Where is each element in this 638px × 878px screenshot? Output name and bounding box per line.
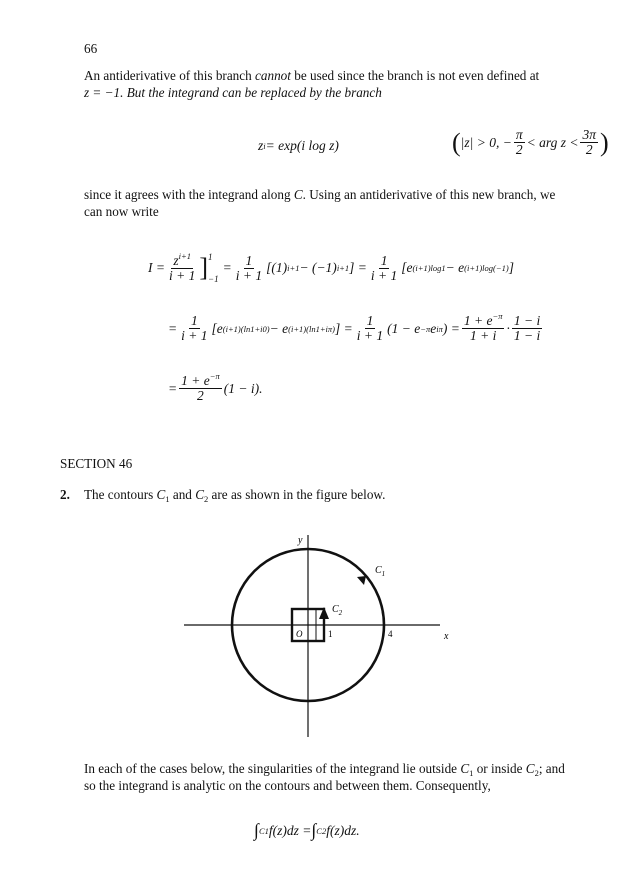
eq3-frac: $\frac{1 + e^{-\pi}}{2}$ xyxy=(181,371,220,403)
eq2-frac-1: $\frac{1}{i + 1}$ xyxy=(181,313,208,343)
eq3-equals: = xyxy=(168,380,178,396)
eq1-term-3: ] = xyxy=(349,260,367,275)
para2-text-a: since it agrees with the integrand along xyxy=(84,187,294,202)
item-c1: C xyxy=(156,487,166,502)
eq1-term-4: [e xyxy=(401,260,413,275)
label-x: x xyxy=(444,631,449,642)
para3-c1: C xyxy=(460,761,470,776)
branch-cond-b: < arg z < xyxy=(526,134,579,150)
label-c1: $C_1$ xyxy=(375,565,386,578)
c1-arrow xyxy=(357,576,366,585)
section-heading: SECTION 46 xyxy=(60,456,133,471)
final-integrand-1: f(z)dz = xyxy=(268,822,312,838)
branch-equation: z i = exp(i log z) xyxy=(258,138,339,153)
branch-rhs: = exp(i log z) xyxy=(265,138,339,153)
eq2-term-1: [e xyxy=(211,320,223,336)
equation-line-1: I = $\frac{z^{i+1}}{i + 1}$ ] 1 −1 = $\frac{1}{i + 1}$ [(1) i+1 − (−1) i+1 ] = $\frac{1}{i + 1}$ [e (i+1)log1 − e (i+1)log(−1) ] xyxy=(148,246,514,290)
page-number: 66 xyxy=(84,41,98,56)
label-y: y xyxy=(298,535,303,546)
eq1-term-5: − e xyxy=(445,260,465,275)
eq1-upper-limit: 1 xyxy=(208,252,213,262)
para2-text-c: can now write xyxy=(84,204,159,219)
branch-cond-a: |z| > 0, − xyxy=(460,134,512,150)
integral-sign-1: ∫ xyxy=(254,820,259,840)
label-one: 1 xyxy=(328,629,333,639)
branch-lhs: z xyxy=(258,138,264,153)
item-text-a: The contours xyxy=(84,487,157,502)
eq2-dot: · xyxy=(506,320,510,336)
para1-text-c: z = −1. But the integrand can be replaced by the branch xyxy=(84,85,382,100)
para1-text-b: be used since the branch is not even defined at xyxy=(290,68,540,83)
para2-contour: C xyxy=(293,187,303,202)
paragraph-intro xyxy=(84,67,604,101)
exercise-item-2: 2. The contours $C_1$ and $C_2$ are as shown in the figure below. xyxy=(60,487,386,504)
item-text-b: are as shown in the figure below. xyxy=(208,487,386,502)
label-four: 4 xyxy=(388,629,393,639)
para1-text-a: An antiderivative of this branch xyxy=(84,68,256,83)
item-and: and xyxy=(169,487,196,502)
item-c2: C xyxy=(195,487,204,502)
paragraph-conclusion: In each of the cases below, the singularities of the integrand lie outside $C_1$ or inside $C_2$; and so the integrand is analytic on the contours and between them. Consequently, xyxy=(84,761,565,793)
eq1-frac-2: $\frac{1}{i + 1}$ xyxy=(370,252,398,283)
branch-condition: ( |z| > 0, − $\frac{\pi}{2}$ < arg z < $\frac{3\pi}{2}$ ) xyxy=(452,127,609,157)
eq1-term-2: − (−1) xyxy=(299,260,337,275)
eq2-term-6: ) = xyxy=(442,320,460,336)
eq2-frac-4: $\frac{1 - i}{1 - i}$ xyxy=(513,313,541,343)
item-number: 2. xyxy=(60,487,70,502)
eq2-frac-3: $\frac{1 + e^{-\pi}}{1 + i}$ xyxy=(463,311,503,343)
eq1-I: I = xyxy=(148,260,165,275)
eq2-term-3: ] = xyxy=(335,320,353,336)
eq1-frac-1: $\frac{1}{i + 1}$ xyxy=(235,252,263,283)
eq1-term-1: [(1) xyxy=(266,260,288,275)
eq2-term-4: (1 − e xyxy=(387,320,421,336)
para2-text-b: . Using an antiderivative of this new branch, we xyxy=(302,187,556,202)
label-c2: $C_2$ xyxy=(332,604,343,617)
para3-text-b: or inside xyxy=(473,761,526,776)
eq1-term-6: ] xyxy=(508,260,514,275)
eq2-term-2: − e xyxy=(269,320,289,336)
paragraph-branch xyxy=(84,186,604,220)
eq2-frac-2: $\frac{1}{i + 1}$ xyxy=(356,313,384,343)
final-equation: ∫ C1 f(z)dz = ∫ C2 f(z)dz. xyxy=(254,820,360,840)
para3-text-a: In each of the cases below, the singularities of the integrand lie outside xyxy=(84,761,461,776)
para1-emphasis: cannot xyxy=(255,68,291,83)
equation-line-3 xyxy=(168,371,263,403)
para3-text-c: ; and xyxy=(538,761,565,776)
label-origin: O xyxy=(296,629,303,639)
eq1-equals: = xyxy=(222,260,232,275)
equation-line-2: = $\frac{1}{i + 1}$ [e (i+1)(ln1+i0) − e (i+1)(ln1+iπ) ] = $\frac{1}{i + 1}$ (1 − e −π e iπ ) = $\frac{1 + e^{-\pi}}{1 + i}$ · $\frac{1 - i}{1 - i}$ xyxy=(168,311,541,343)
branch-cond-frac2: $\frac{3\pi}{2}$ xyxy=(582,127,596,157)
eq1-lower-limit: −1 xyxy=(208,274,219,284)
final-integrand-2: f(z)dz. xyxy=(326,822,360,838)
contours-figure xyxy=(180,515,450,740)
eq2-term-5: e xyxy=(430,320,437,336)
eq1-frac: $\frac{z^{i+1}}{i + 1}$ xyxy=(168,250,196,283)
eq3-rest: (1 − i). xyxy=(223,380,263,396)
para3-text-d: so the integrand is analytic on the contours and between them. Consequently, xyxy=(84,778,491,793)
eq2-equals: = xyxy=(168,320,178,336)
branch-cond-frac: $\frac{\pi}{2}$ xyxy=(515,127,523,157)
para3-c2: C xyxy=(525,761,535,776)
integral-sign-2: ∫ xyxy=(311,820,317,840)
